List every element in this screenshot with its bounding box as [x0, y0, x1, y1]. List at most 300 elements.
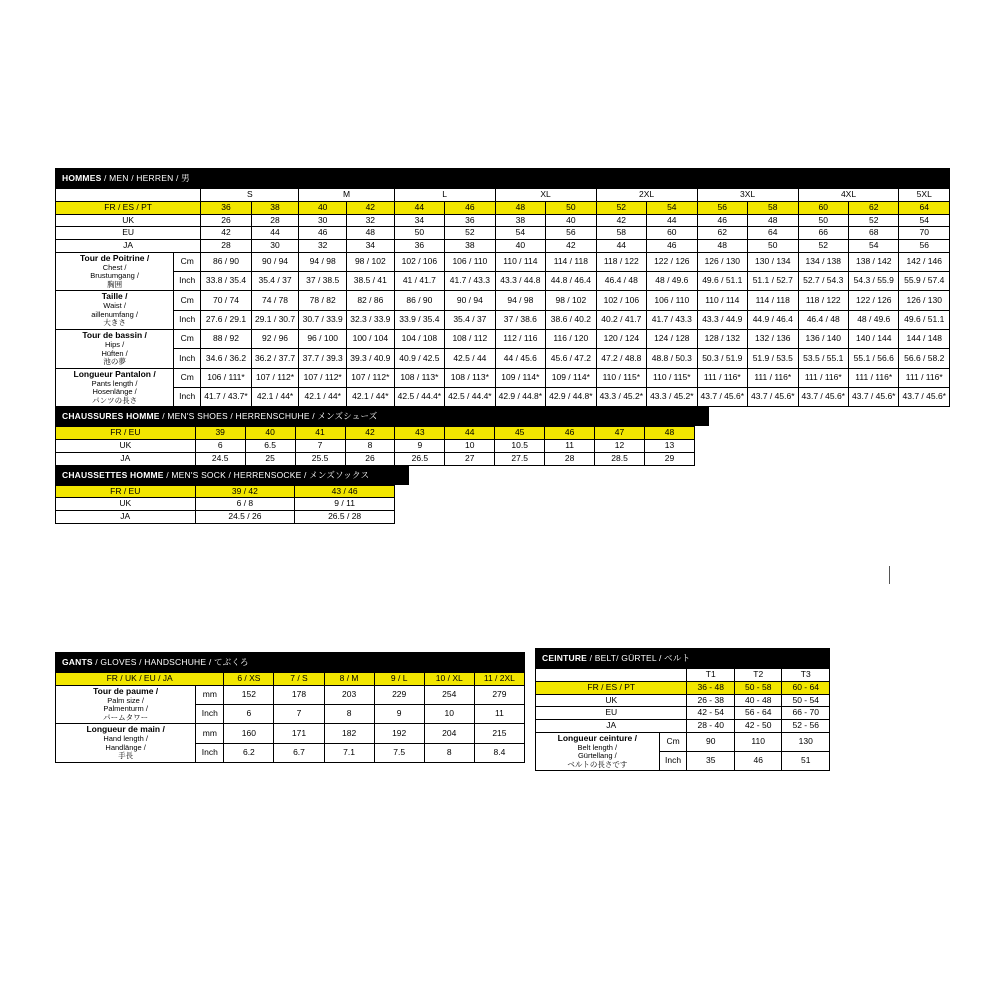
measure-value: 55.1 / 56.6 [849, 349, 899, 368]
measure-value: 47.2 / 48.8 [596, 349, 646, 368]
size-value: 43 / 46 [295, 485, 395, 498]
size-value: 6 / 8 [195, 498, 295, 511]
size-value: 28 [251, 214, 299, 227]
size-value: 70 [899, 227, 950, 240]
row-label: FR / UK / EU / JA [56, 673, 224, 686]
measure-value: 38.5 / 41 [347, 272, 395, 291]
measure-value: 142 / 146 [899, 252, 950, 271]
measure-value: 42.9 / 44.8* [546, 388, 596, 407]
size-value: 46 [299, 227, 347, 240]
table-row [56, 427, 695, 440]
table-row [56, 272, 950, 291]
belt-table [535, 668, 830, 771]
size-value: 42 [345, 427, 395, 440]
measure-value: 40.9 / 42.5 [394, 349, 444, 368]
measure-value: 50.3 / 51.9 [697, 349, 747, 368]
size-value: 50 [748, 240, 798, 253]
table-row [536, 681, 830, 694]
size-value: 24.5 [195, 452, 245, 465]
measure-value: 9 [374, 705, 424, 724]
measure-value: 32.3 / 33.9 [347, 310, 395, 329]
measure-value: 106 / 110 [647, 291, 697, 310]
measure-value: 94 / 98 [299, 252, 347, 271]
size-value: 39 [195, 427, 245, 440]
measure-value: 45.6 / 47.2 [546, 349, 596, 368]
belt-title-alt: / BELT/ GÜRTEL / ベルト [587, 653, 691, 663]
measure-value: 106 / 110 [445, 252, 495, 271]
size-value: 28 - 40 [687, 720, 734, 733]
size-value: 48 [495, 201, 545, 214]
unit-label: Cm [659, 732, 687, 751]
measure-value: 130 [782, 732, 830, 751]
size-value: 36 [394, 240, 444, 253]
measure-value: 122 / 126 [849, 291, 899, 310]
size-value: 50 [394, 227, 444, 240]
measure-value: 51.1 / 52.7 [748, 272, 798, 291]
measure-label: Tour de bassin / Hips / Hüften / 池の夢 [56, 330, 174, 369]
table-row [56, 440, 695, 453]
measure-value: 96 / 100 [299, 330, 347, 349]
unit-label: Cm [174, 291, 201, 310]
measure-value: 203 [324, 685, 374, 704]
measure-value: 86 / 90 [201, 252, 251, 271]
measure-value: 43.3 / 45.2* [647, 388, 697, 407]
size-value: 44 [596, 240, 646, 253]
measure-value: 40.2 / 41.7 [596, 310, 646, 329]
measure-value: 43.7 / 45.6* [798, 388, 848, 407]
size-value: 44 [251, 227, 299, 240]
size-value: 32 [299, 240, 347, 253]
size-value: 26 [345, 452, 395, 465]
unit-label: Cm [174, 330, 201, 349]
size-value: 8 [345, 440, 395, 453]
measure-value: 43.7 / 45.6* [899, 388, 950, 407]
measure-value: 215 [474, 724, 524, 743]
measure-value: 70 / 74 [201, 291, 251, 310]
measure-value: 41.7 / 43.7* [201, 388, 251, 407]
size-value: 48 [644, 427, 694, 440]
measure-value: 107 / 112* [299, 368, 347, 387]
measure-value: 42.9 / 44.8* [495, 388, 545, 407]
size-value: 58 [748, 201, 798, 214]
measure-value: 104 / 108 [394, 330, 444, 349]
measure-value: 41 / 41.7 [394, 272, 444, 291]
size-value: 13 [644, 440, 694, 453]
size-value: 6 [195, 440, 245, 453]
measure-value: 33.8 / 35.4 [201, 272, 251, 291]
measure-value: 192 [374, 724, 424, 743]
men-title-main: HOMMES [62, 173, 102, 183]
measure-value: 41.7 / 43.3 [647, 310, 697, 329]
unit-label: Cm [174, 368, 201, 387]
measure-value: 49.6 / 51.1 [899, 310, 950, 329]
size-value: 32 [347, 214, 395, 227]
measure-value: 111 / 116* [798, 368, 848, 387]
measure-value: 134 / 138 [798, 252, 848, 271]
measure-value: 11 [474, 705, 524, 724]
size-value: 28.5 [595, 452, 645, 465]
row-label: JA [56, 240, 201, 253]
measure-value: 116 / 120 [546, 330, 596, 349]
size-value: 52 [596, 201, 646, 214]
men-section [55, 168, 950, 524]
measure-value: 122 / 126 [647, 252, 697, 271]
size-value: 44 [647, 214, 697, 227]
measure-value: 42.5 / 44 [445, 349, 495, 368]
size-value: 52 [849, 214, 899, 227]
table-row [56, 388, 950, 407]
size-value: 25.5 [295, 452, 345, 465]
measure-value: 48 / 49.6 [849, 310, 899, 329]
measure-value: 94 / 98 [495, 291, 545, 310]
table-row [536, 694, 830, 707]
measure-value: 126 / 130 [899, 291, 950, 310]
size-value: 40 - 48 [734, 694, 781, 707]
measure-value: 204 [424, 724, 474, 743]
measure-value: 46 [734, 752, 781, 771]
measure-value: 254 [424, 685, 474, 704]
men-shoes-title [55, 406, 709, 426]
table-row [56, 214, 950, 227]
gloves-title-alt: / GLOVES / HANDSCHUHE / てぶくろ [92, 657, 249, 667]
belt-title [535, 648, 830, 668]
size-value: 56 [899, 240, 950, 253]
measure-value: 51.9 / 53.5 [748, 349, 798, 368]
size-value: 52 [445, 227, 495, 240]
size-value: 60 - 64 [782, 681, 830, 694]
size-group: 3XL [697, 189, 798, 202]
measure-value: 109 / 114* [546, 368, 596, 387]
size-value: 62 [849, 201, 899, 214]
size-value: 48 [748, 214, 798, 227]
measure-value: 53.5 / 55.1 [798, 349, 848, 368]
size-value: 7 / S [274, 673, 324, 686]
measure-value: 102 / 106 [394, 252, 444, 271]
measure-value: 100 / 104 [347, 330, 395, 349]
measure-value: 152 [224, 685, 274, 704]
measure-value: 107 / 112* [251, 368, 299, 387]
size-value: 66 - 70 [782, 707, 830, 720]
measure-value: 48 / 49.6 [647, 272, 697, 291]
size-group: 5XL [899, 189, 950, 202]
measure-label: Longueur ceinture / Belt length / Gürtellang / ベルトの長さです [536, 732, 660, 771]
size-value: 56 [697, 201, 747, 214]
measure-value: 34.6 / 36.2 [201, 349, 251, 368]
size-value: 56 - 64 [734, 707, 781, 720]
size-value: 44 [394, 201, 444, 214]
unit-label: mm [196, 724, 224, 743]
measure-value: 86 / 90 [394, 291, 444, 310]
men-socks-title-alt: / MEN'S SOCK / HERRENSOCKE / メンズソックス [163, 469, 370, 480]
size-value: 34 [347, 240, 395, 253]
measure-value: 112 / 116 [495, 330, 545, 349]
size-group-row [536, 669, 830, 682]
row-label: FR / ES / PT [56, 201, 201, 214]
measure-value: 106 / 111* [201, 368, 251, 387]
size-group: S [201, 189, 299, 202]
row-label: EU [56, 227, 201, 240]
measure-value: 114 / 118 [546, 252, 596, 271]
size-value: 38 [495, 214, 545, 227]
table-row [56, 349, 950, 368]
size-value: 60 [647, 227, 697, 240]
row-label: UK [536, 694, 687, 707]
size-value: 28 [201, 240, 251, 253]
measure-value: 39.3 / 40.9 [347, 349, 395, 368]
page-tick-mark [889, 566, 890, 584]
size-value: 40 [495, 240, 545, 253]
measure-value: 44 / 45.6 [495, 349, 545, 368]
measure-value: 54.3 / 55.9 [849, 272, 899, 291]
unit-label: Inch [174, 272, 201, 291]
table-row [56, 310, 950, 329]
gloves-section [55, 652, 525, 763]
measure-value: 7.5 [374, 743, 424, 762]
gloves-title-main: GANTS [62, 657, 93, 667]
measure-value: 171 [274, 724, 324, 743]
measure-value: 35.4 / 37 [445, 310, 495, 329]
measure-value: 279 [474, 685, 524, 704]
men-shoes-table [55, 426, 695, 465]
size-value: 52 - 56 [782, 720, 830, 733]
men-socks-title [55, 465, 409, 485]
table-row [536, 732, 830, 751]
men-socks-title-main: CHAUSSETTES HOMME [62, 469, 164, 480]
measure-value: 7 [274, 705, 324, 724]
table-row [56, 291, 950, 310]
measure-value: 124 / 128 [647, 330, 697, 349]
size-value: 43 [395, 427, 445, 440]
size-value: 12 [595, 440, 645, 453]
size-value: 36 - 48 [687, 681, 734, 694]
table-row [56, 511, 395, 524]
size-group: T1 [687, 669, 734, 682]
size-value: 9 / 11 [295, 498, 395, 511]
size-value: 34 [394, 214, 444, 227]
size-value: 42 [596, 214, 646, 227]
men-title-alt: / MEN / HERREN / 男 [101, 173, 190, 183]
measure-value: 98 / 102 [347, 252, 395, 271]
measure-value: 27.6 / 29.1 [201, 310, 251, 329]
size-value: 48 [347, 227, 395, 240]
size-value: 36 [445, 214, 495, 227]
measure-value: 102 / 106 [596, 291, 646, 310]
size-value: 26 - 38 [687, 694, 734, 707]
measure-value: 8.4 [474, 743, 524, 762]
measure-value: 43.7 / 45.6* [697, 388, 747, 407]
unit-label: Inch [174, 310, 201, 329]
measure-value: 98 / 102 [546, 291, 596, 310]
size-value: 41 [295, 427, 345, 440]
measure-value: 111 / 116* [697, 368, 747, 387]
measure-value: 118 / 122 [596, 252, 646, 271]
size-value: 40 [546, 214, 596, 227]
measure-value: 8 [324, 705, 374, 724]
size-value: 10.5 [495, 440, 545, 453]
unit-label: Inch [174, 388, 201, 407]
gloves-title [55, 652, 525, 672]
measure-value: 182 [324, 724, 374, 743]
measure-value: 78 / 82 [299, 291, 347, 310]
size-value: 42 [347, 201, 395, 214]
size-value: 26.5 [395, 452, 445, 465]
measure-value: 36.2 / 37.7 [251, 349, 299, 368]
measure-value: 48.8 / 50.3 [647, 349, 697, 368]
measure-value: 8 [424, 743, 474, 762]
measure-value: 43.7 / 45.6* [748, 388, 798, 407]
size-value: 46 [647, 240, 697, 253]
measure-value: 128 / 132 [697, 330, 747, 349]
size-value: 7 [295, 440, 345, 453]
size-value: 25 [245, 452, 295, 465]
size-value: 50 - 54 [782, 694, 830, 707]
measure-label: Tour de paume / Palm size / Palmenturm / パームタワー [56, 685, 196, 724]
size-value: 42 [201, 227, 251, 240]
size-value: 54 [899, 214, 950, 227]
measure-value: 111 / 116* [849, 368, 899, 387]
size-value: 40 [245, 427, 295, 440]
table-row [56, 685, 525, 704]
men-title [55, 168, 950, 188]
size-value: 47 [595, 427, 645, 440]
measure-value: 90 / 94 [251, 252, 299, 271]
measure-value: 46.4 / 48 [798, 310, 848, 329]
size-value: 9 [395, 440, 445, 453]
measure-value: 109 / 114* [495, 368, 545, 387]
size-value: 68 [849, 227, 899, 240]
measure-value: 120 / 124 [596, 330, 646, 349]
size-group-row [56, 189, 950, 202]
belt-section [535, 648, 830, 771]
measure-value: 126 / 130 [697, 252, 747, 271]
size-value: 39 / 42 [195, 485, 295, 498]
size-value: 27.5 [495, 452, 545, 465]
unit-label: Inch [659, 752, 687, 771]
size-value: 64 [748, 227, 798, 240]
measure-value: 110 / 114 [495, 252, 545, 271]
table-row [56, 201, 950, 214]
measure-value: 118 / 122 [798, 291, 848, 310]
measure-value: 178 [274, 685, 324, 704]
size-value: 28 [545, 452, 595, 465]
size-value: 9 / L [374, 673, 424, 686]
size-value: 24.5 / 26 [195, 511, 295, 524]
measure-value: 10 [424, 705, 474, 724]
measure-label: Taille / Waist / aillenumfang / 大きさ [56, 291, 174, 330]
table-row [56, 240, 950, 253]
measure-value: 42.5 / 44.4* [445, 388, 495, 407]
measure-value: 51 [782, 752, 830, 771]
size-value: 11 [545, 440, 595, 453]
measure-value: 111 / 116* [899, 368, 950, 387]
size-value: 60 [798, 201, 848, 214]
measure-value: 44.8 / 46.4 [546, 272, 596, 291]
measure-value: 52.7 / 54.3 [798, 272, 848, 291]
size-value: 44 [445, 427, 495, 440]
measure-value: 29.1 / 30.7 [251, 310, 299, 329]
table-row [56, 368, 950, 387]
measure-value: 33.9 / 35.4 [394, 310, 444, 329]
size-group: M [299, 189, 394, 202]
measure-label: Tour de Poitrine / Chest / Brustumgang / 胸囲 [56, 252, 174, 291]
size-value: 62 [697, 227, 747, 240]
measure-value: 110 / 114 [697, 291, 747, 310]
size-value: 52 [798, 240, 848, 253]
row-label: FR / EU [56, 485, 196, 498]
table-row [536, 707, 830, 720]
size-value: 42 [546, 240, 596, 253]
size-group: T3 [782, 669, 830, 682]
size-group: T2 [734, 669, 781, 682]
measure-value: 43.3 / 45.2* [596, 388, 646, 407]
measure-value: 55.9 / 57.4 [899, 272, 950, 291]
size-value: 36 [201, 201, 251, 214]
measure-value: 37.7 / 39.3 [299, 349, 347, 368]
row-label: JA [56, 452, 196, 465]
measure-value: 108 / 112 [445, 330, 495, 349]
measure-value: 35 [687, 752, 734, 771]
size-value: 11 / 2XL [474, 673, 524, 686]
measure-value: 41.7 / 43.3 [445, 272, 495, 291]
size-group: 4XL [798, 189, 899, 202]
measure-value: 74 / 78 [251, 291, 299, 310]
row-label: JA [536, 720, 687, 733]
measure-label: Longueur de main / Hand length / Handlänge / 手長 [56, 724, 196, 763]
measure-value: 38.6 / 40.2 [546, 310, 596, 329]
table-row [56, 485, 395, 498]
measure-value: 6.2 [224, 743, 274, 762]
measure-value: 110 / 115* [596, 368, 646, 387]
table-row [56, 498, 395, 511]
measure-value: 43.3 / 44.8 [495, 272, 545, 291]
measure-value: 37 / 38.5 [299, 272, 347, 291]
size-value: 54 [495, 227, 545, 240]
size-value: 27 [445, 452, 495, 465]
size-value: 54 [647, 201, 697, 214]
size-group: L [394, 189, 495, 202]
measure-value: 140 / 144 [849, 330, 899, 349]
table-row [56, 330, 950, 349]
unit-label: Inch [196, 705, 224, 724]
unit-label: Inch [196, 743, 224, 762]
size-value: 42 - 54 [687, 707, 734, 720]
measure-value: 114 / 118 [748, 291, 798, 310]
row-label: UK [56, 214, 201, 227]
unit-label: Inch [174, 349, 201, 368]
size-value: 6 / XS [224, 673, 274, 686]
size-value: 50 - 58 [734, 681, 781, 694]
size-value: 54 [849, 240, 899, 253]
measure-value: 136 / 140 [798, 330, 848, 349]
measure-value: 160 [224, 724, 274, 743]
size-value: 56 [546, 227, 596, 240]
measure-value: 43.3 / 44.9 [697, 310, 747, 329]
size-value: 38 [445, 240, 495, 253]
table-row [56, 724, 525, 743]
men-shoes-title-main: CHAUSSURES HOMME [62, 411, 160, 422]
size-group: XL [495, 189, 596, 202]
unit-label: Cm [174, 252, 201, 271]
size-group: 2XL [596, 189, 697, 202]
measure-value: 42.1 / 44* [299, 388, 347, 407]
measure-value: 92 / 96 [251, 330, 299, 349]
men-socks-table [55, 485, 395, 524]
measure-value: 90 [687, 732, 734, 751]
measure-value: 56.6 / 58.2 [899, 349, 950, 368]
measure-value: 88 / 92 [201, 330, 251, 349]
size-value: 45 [495, 427, 545, 440]
measure-value: 111 / 116* [748, 368, 798, 387]
